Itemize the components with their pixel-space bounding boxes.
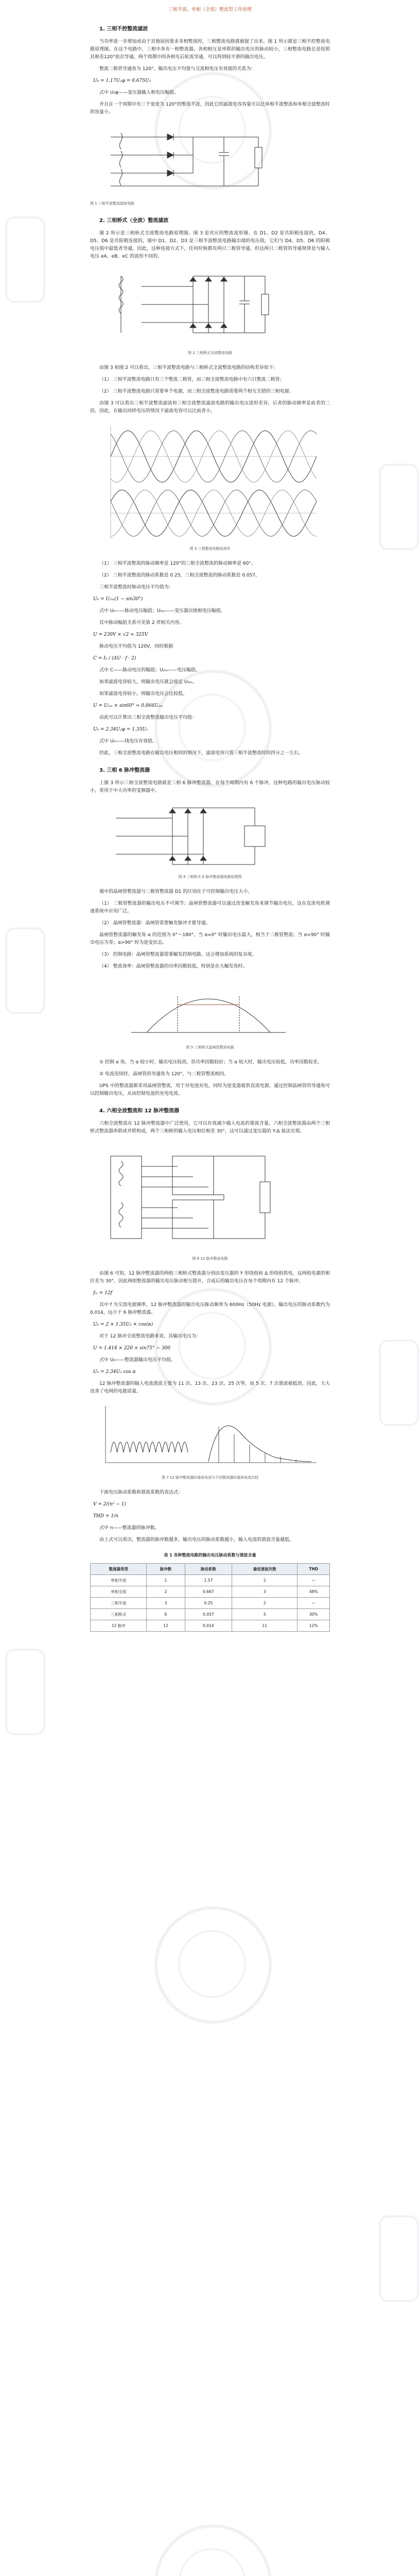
formula: U₀ = 2 × 1.35U₂ × cos(α) <box>93 1322 153 1327</box>
figure-caption: 图 2 三相桥式全波整流电路 <box>188 351 232 355</box>
watermark-edge <box>379 2215 419 2302</box>
table-header-cell: 脉冲数 <box>147 1564 185 1575</box>
paragraph: ② 电流连续时，晶闸管的导通角为 120°，与二极管整流相同。 <box>99 1072 229 1077</box>
paragraph: 式中 U₀——整流器输出电压平均值。 <box>99 1358 176 1363</box>
list-item: （2） 三相半波整流的脉动系数是 0.25，三相全波整流的脉动系数是 0.057。 <box>99 573 260 578</box>
table-title: 表 1 各种整流电路的输出电压脉动系数与谐波含量 <box>164 1553 256 1557</box>
table-row <box>91 1598 330 1609</box>
table-cell: 5 <box>232 1609 297 1620</box>
table-cell: 3 <box>147 1598 185 1609</box>
paragraph: 式中 n——整流器的脉冲数。 <box>99 1526 160 1531</box>
list-item: （4） 整流效率：晶闸管整流器的功率因数较低，特别是在大触发角时。 <box>99 964 248 969</box>
watermark-seal <box>154 1906 272 2024</box>
figure-circuit-three-phase-half-wave <box>90 122 330 208</box>
paragraph: 式中 U₂φ——变压器输入相电压幅值。 <box>99 90 179 95</box>
paragraph: 晶闸管整流器的触发角 α 的范围为 0°～180°，当 α=0° 时输出电压最大，相当于二极管整流；当 α=90° 时输出电压为零；α>90° 时为逆变状态。 <box>90 933 330 945</box>
section-heading: 4. 六相全波整流和 12 脉冲整流器 <box>99 1108 180 1114</box>
table-cell: 1 <box>147 1575 185 1586</box>
table-cell: — <box>297 1575 330 1586</box>
table-header-cell: 整流器类型 <box>91 1564 147 1575</box>
article-content <box>90 0 330 1632</box>
list-item: （1） 三相半波整流的脉动频率是 120°的三相全波整流的脉动频率是 60°。 <box>99 561 256 566</box>
table-cell: 单相半波 <box>91 1575 147 1586</box>
formula: U = 1.414 × 220 × sin75° − 300 <box>93 1346 171 1351</box>
paragraph: 由图 6 可知，12 脉冲整流器的两组三相桥式整流器分别由变压器的 Y 形绕组和 Δ 形绕组供电，这两组电源的相位差为 30°，因此两组整流器的输出电压脉动相互错开，合成后的输出电压在每个周期内有 12 个脉冲。 <box>90 1271 330 1284</box>
waveform-chart <box>90 420 327 544</box>
paragraph: 式中 U₀——线电压有效值。 <box>99 739 157 744</box>
table-row <box>91 1620 330 1632</box>
paragraph: 下面电压脉动系数和谐波系数的表达式： <box>99 1490 183 1495</box>
formula: U = 230V × √2 ≈ 325V <box>93 632 148 637</box>
formula: U = U₂ₘ × sin60° ≈ 0.866U₂ₘ <box>93 703 163 708</box>
table-row <box>91 1609 330 1620</box>
list-item: （3） 控制电路：晶闸管整流器需要触发控制电路，这会增加系统的复杂度。 <box>99 952 257 957</box>
paragraph: 式中 C——脉动电压的幅值；U₂ₘ——电压幅值。 <box>99 668 200 673</box>
figure-12-pulse-rectifier <box>90 1141 330 1263</box>
paragraph: 图 2 所示是三相桥式全波整流电路原理图。图 3 是对应的整流波形图。在 D1、D2 是共阴极连接的，D4、D5、D6 是共阳极连接的，图中 D1、D2、D3 是三相半波整流电路输出端的电压值，它们与 D4、D5、D6 的阳极电压值中最低者导通，因此，这种连接方式下，任何时候都有两只二极管导通，但这两只二极管的导通规律是与输入电压 eA、eB、eC 的波形不同的。 <box>90 231 330 259</box>
formula: C = I₀ / (ΔU · f · 2) <box>93 656 136 661</box>
paragraph: 脉动电压平均值为 120V，同时根据 <box>99 644 173 649</box>
section-heading: 3. 三相 6 脉冲整流器 <box>99 768 150 773</box>
list-item: （1） 二极管整流器的输出电压不可调节；晶闸管整流器可以通过改变触发角来调节输出电压，这在直流电机调速系统中应用广泛。 <box>90 901 330 914</box>
paragraph: 其中 f 为交流电源频率，12 脉冲整流器的输出电压脉动频率为 600Hz（50Hz 电源），输出电压的脉动系数约为 0.014，远小于 6 脉冲整流器。 <box>90 1302 330 1315</box>
paragraph: 经此，三相全波整流电路在输出电压相同的情况下，滤波电容只需三相半波整流时的四分之一左右。 <box>99 751 304 756</box>
table-cell: 1.57 <box>185 1575 232 1586</box>
paragraph: UPS 中的整流器都采用晶闸管整流，用于对电池充电，同时为逆变器提供直流电源，通过控制晶闸管的导通角可以控制输出电压，从而控制电池的充电电流。 <box>90 1083 330 1096</box>
figure-harmonics-comparison <box>90 1401 330 1482</box>
table-cell: 三相桥式 <box>91 1609 147 1620</box>
paragraph: 对于 12 脉冲全波整流电路来说，其输出电压为： <box>99 1334 201 1339</box>
paragraph: 六相全波整流在 12 脉冲整流器中广泛使用，它可以有效减少输入电流的谐波含量。六相全波整流器由两个三相桥式整流器串联或并联构成，两个三相桥的输入电压相位相差 30°，这可以通过变压器的 Y-Δ 接法实现。 <box>90 1121 330 1134</box>
paragraph: 由此可以计算出三相全波整流输出电压平均值： <box>99 715 197 720</box>
formula: THD = 1/n <box>93 1514 118 1519</box>
list-item: （1） 三相半波整流电路只有三个整流二极管，而三相全波整流电路中有六只整流二极管； <box>99 377 285 382</box>
figure-caption: 图 3 三相整流电路的波形 <box>189 547 231 551</box>
figure-circuit-three-phase-bridge <box>90 266 330 357</box>
circuit-diagram <box>90 1141 327 1254</box>
watermark-edge <box>5 216 45 303</box>
table-cell: 2 <box>147 1586 185 1598</box>
table-cell: 48% <box>297 1586 330 1598</box>
paragraph: ① 控制 α 角，当 α 较小时，输出电压较高，但功率因数较好；当 α 较大时，输出电压较低，功率因数较差。 <box>99 1060 322 1065</box>
table-cell: 0.25 <box>185 1598 232 1609</box>
formula: U₀ = 1.17U₂φ = 0.675U₂ <box>93 78 151 83</box>
circuit-diagram <box>90 122 327 199</box>
formula: U₀ = 2.34U₂ cos α <box>93 1369 136 1375</box>
paragraph: 图中的晶闸管整流器与二极管整流器 D1 的区别在于可控制输出电压大小。 <box>99 889 253 894</box>
figure-caption: 图 1 三相半波整流滤波电路 <box>90 201 134 206</box>
list-item: （2） 晶闸管整流器：晶闸管需要触发脉冲才能导通。 <box>99 921 211 926</box>
formula: V = 2/(n² − 1) <box>93 1502 126 1507</box>
paragraph: 由上式可以看出，整流器的脉冲数越多，输出电压的脉动系数越小，输入电流的谐波含量越低。 <box>99 1537 294 1543</box>
paragraph: 如果滤波电容较大，则输出电压就会接近 U₂ₘ。 <box>99 680 197 685</box>
table-row <box>91 1575 330 1586</box>
section-heading: 2. 三相桥式（全波）整流滤波 <box>99 218 169 224</box>
table-cell: 0.057 <box>185 1609 232 1620</box>
list-item: （2） 三相半波整流电路只需要单个电源，而三相全波整流电路需要两个相互交错的三相电源。 <box>99 389 294 394</box>
paragraph: 如果滤波电容较小，则输出电压会比较低。 <box>99 691 188 697</box>
table-cell: 单相全波 <box>91 1586 147 1598</box>
paragraph: 12 脉冲整流器的输入电流谐波主要为 11 次、13 次、23 次、25 次等，而 5 次、7 次谐波被抵消，因此，大大改善了电网的电能质量。 <box>90 1381 330 1394</box>
rectifier-comparison-table <box>90 1563 330 1632</box>
table-cell: 12% <box>297 1620 330 1632</box>
harmonics-chart <box>90 1401 327 1473</box>
table-header-row <box>91 1564 330 1575</box>
table-cell: 0.667 <box>185 1586 232 1598</box>
watermark-edge <box>5 927 45 1014</box>
table-cell: 2 <box>232 1575 297 1586</box>
section-heading: 1. 三相不控整流滤波 <box>99 26 148 32</box>
table-header-cell: 脉动系数 <box>185 1564 232 1575</box>
paragraph: 其中脉动幅值关系可见第 2 章相关内容。 <box>99 620 184 625</box>
table-cell: 3 <box>232 1586 297 1598</box>
paragraph: 并且在一个周期中有三个宽度为 120°的整流半波，因此它的滤波电容容量可以比单相半波整流和单相全波整流时的容量小。 <box>90 102 330 115</box>
table-cell: 12 脉冲 <box>91 1620 147 1632</box>
table-row <box>91 1586 330 1598</box>
table-cell: 6 <box>147 1609 185 1620</box>
table-cell: 11 <box>232 1620 297 1632</box>
table-cell: 12 <box>147 1620 185 1632</box>
figure-6-pulse-rectifier <box>90 800 330 881</box>
watermark-edge <box>379 1340 419 1426</box>
watermark-seal <box>154 2524 272 2576</box>
table-cell: 0.014 <box>185 1620 232 1632</box>
figure-caption: 图 5 三相桥式晶闸管整流电路 <box>186 1045 234 1049</box>
paragraph: 三相半波整流时脉动电压平均值为： <box>99 585 174 590</box>
watermark-edge <box>379 464 419 550</box>
table-header-cell: THD <box>297 1564 330 1575</box>
formula: U₀ = 2.34U₂φ = 1.35U₂ <box>93 727 148 732</box>
paragraph: 上图 3 所示三相全波整流电路就是三相 6 脉冲整流器，在每个周期内有 6 个脉冲，这种电路的输出电压脉动较小，常用于中大功率的变频器中。 <box>90 781 330 793</box>
harmonic-envelope <box>208 1426 311 1462</box>
formula: U₀ = U₂ₘ(1 − sin30°) <box>93 597 143 602</box>
table-header-cell: 最低谐波次数 <box>232 1564 297 1575</box>
circuit-diagram <box>90 800 327 872</box>
formula: fₘ = 12f <box>93 1291 112 1296</box>
table-cell: 2 <box>232 1598 297 1609</box>
figure-caption: 图 4 三相桥式 6 脉冲整流器电路原理图 <box>178 875 242 879</box>
figure-waveforms <box>90 420 330 553</box>
watermark-edge <box>5 1649 45 1735</box>
paragraph: 由图 3 和图 2 可以看出，三相半波整流电路与三相桥式全波整流电路的结构差异如下： <box>99 365 278 370</box>
table-cell: — <box>297 1598 330 1609</box>
paragraph: 整流二极管导通角为 120°。输出电压平均值与交流相电压有效值的关系为： <box>99 66 256 72</box>
paragraph: 由图 3 可以看出三相半波整流滤波和三相全波整流滤波电路的输出电压波形差异，后者的脉动频率是前者的二倍，因此，在输出同样电压的情况下滤波电容可以比前者小。 <box>90 401 330 414</box>
figure-caption: 图 7 12 脉冲整流器的谐波电流与不同整流器的谐波电流比较 <box>161 1476 259 1480</box>
ripple-wave <box>111 1442 188 1452</box>
figure-caption: 图 6 12 脉冲整流电路 <box>192 1257 228 1261</box>
paragraph: 当功率进一步增加或由于其他原因要求多相整流时，三相整流电路就被提了出来。图 1 所示就是三相不控整流电路原理图。在这个电路中，三相中各有一相整流器，各相相互是串联的输出电压的脉动较小，三相整流电路总是按照其相差120°依次导通，两个周期中的各相先后轮流导通，可以得到较平滑的输出电压。 <box>90 39 330 60</box>
figure-thyristor-bridge <box>90 976 330 1052</box>
table-cell: 三相半波 <box>91 1598 147 1609</box>
circuit-diagram <box>90 266 327 348</box>
table-cell: 30% <box>297 1609 330 1620</box>
paragraph: 式中 U₀——脉动电压幅值；U₂ₘ——变压器次级相电压幅值。 <box>99 608 225 614</box>
waveform-diagram <box>90 976 327 1043</box>
article-title-link[interactable]: 三相半波、单相（全波）整流型工作原理 <box>168 7 252 12</box>
